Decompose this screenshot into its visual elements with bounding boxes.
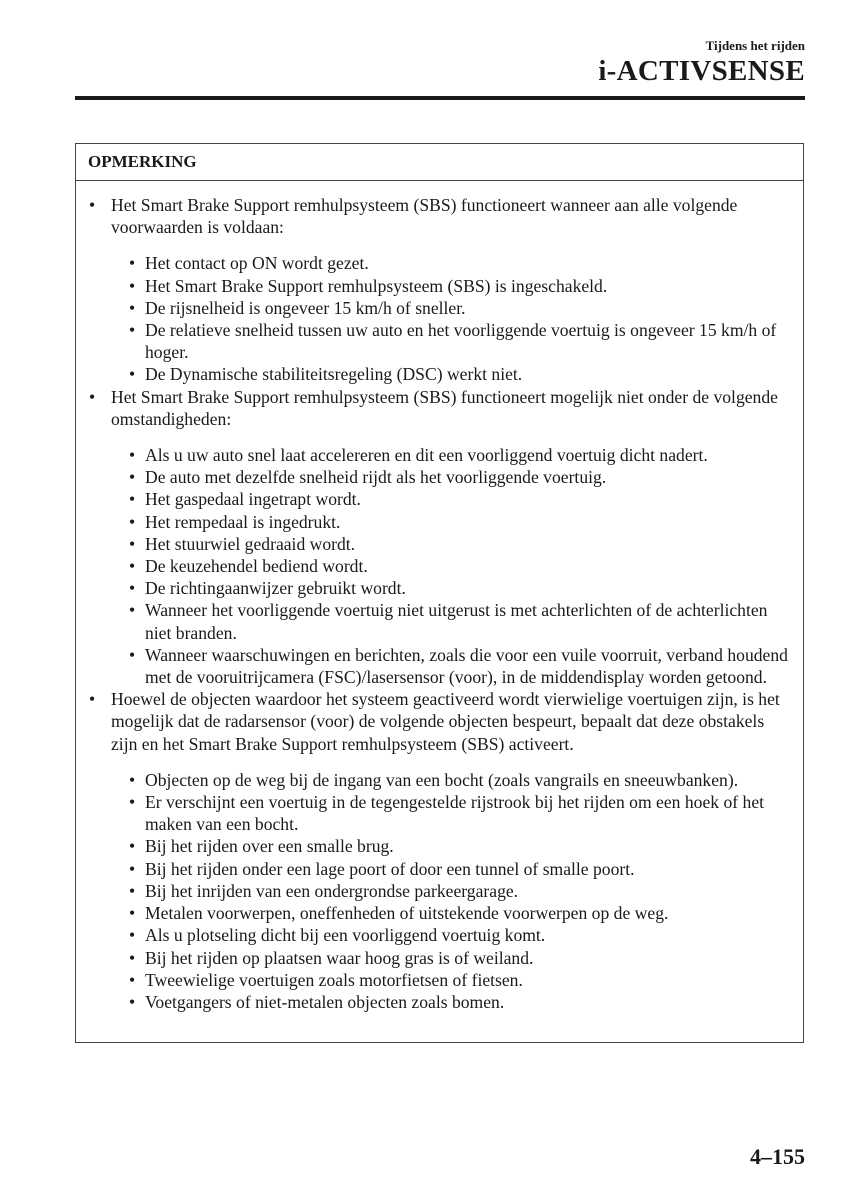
note-subitem	[128, 488, 791, 510]
bullet-icon: •	[129, 925, 136, 946]
bullet-icon: •	[89, 195, 96, 215]
bullet-icon: •	[129, 836, 136, 857]
note-subitem	[128, 533, 791, 555]
bullet-icon: •	[129, 858, 136, 879]
bullet-icon: •	[129, 445, 136, 466]
bullet-icon: •	[129, 578, 136, 599]
note-subitem	[128, 252, 791, 274]
note-subitem-text: Als u plotseling dicht bij een voorliggend voertuig komt.	[145, 925, 546, 946]
note-subitem-text: Metalen voorwerpen, oneffenheden of uitstekende voorwerpen op de weg.	[145, 903, 669, 924]
note-subitem	[128, 444, 791, 466]
note-subitem	[128, 791, 791, 835]
bullet-icon: •	[129, 253, 136, 274]
note-item	[88, 688, 791, 1013]
bullet-icon: •	[129, 903, 136, 924]
section-title: Tijdens het rijden	[705, 38, 805, 53]
note-subitem	[128, 297, 791, 319]
note-sublist	[128, 769, 791, 1013]
bullet-icon: •	[129, 533, 136, 554]
note-subitem-text: Het gaspedaal ingetrapt wordt.	[145, 489, 361, 510]
note-subitem-text: Het Smart Brake Support remhulpsysteem (SBS) is ingeschakeld.	[145, 275, 608, 296]
bullet-icon: •	[129, 511, 136, 532]
note-subitem-text: Er verschijnt een voertuig in de tegengestelde rijstrook bij het rijden om een hoek of het maken van een bocht.	[145, 792, 765, 835]
note-subitem	[128, 577, 791, 599]
bullet-icon: •	[129, 275, 136, 296]
bullet-icon: •	[129, 364, 136, 385]
page-number: 4–155	[750, 1144, 805, 1169]
note-subitem-text: De Dynamische stabiliteitsregeling (DSC) werkt niet.	[145, 364, 523, 385]
note-subitem	[128, 466, 791, 488]
bullet-icon: •	[129, 600, 136, 621]
bullet-icon: •	[129, 880, 136, 901]
note-subitem-text: Objecten op de weg bij de ingang van een bocht (zoals vangrails en sneeuwbanken).	[145, 769, 739, 790]
bullet-icon: •	[129, 991, 136, 1012]
note-subitem	[128, 947, 791, 969]
note-list	[88, 194, 791, 1013]
bullet-icon: •	[129, 792, 136, 813]
bullet-icon: •	[129, 489, 136, 510]
note-subitem-text: De rijsnelheid is ongeveer 15 km/h of sneller.	[145, 297, 466, 318]
bullet-icon: •	[129, 644, 136, 665]
bullet-icon: •	[129, 769, 136, 790]
note-subitem	[128, 969, 791, 991]
note-subitem-text: De auto met dezelfde snelheid rijdt als het voorliggende voertuig.	[145, 467, 607, 488]
note-item	[88, 194, 791, 386]
note-subitem	[128, 924, 791, 946]
note-subitem-text: Het rempedaal is ingedrukt.	[145, 511, 341, 532]
note-box	[75, 143, 804, 1043]
note-body	[76, 181, 803, 1013]
note-subitem-text: Tweewielige voertuigen zoals motorfietsen of fietsen.	[145, 969, 523, 990]
note-subitem	[128, 858, 791, 880]
note-sublist	[128, 444, 791, 688]
note-subitem	[128, 769, 791, 791]
bullet-icon: •	[129, 969, 136, 990]
note-sublist	[128, 252, 791, 385]
note-item-text: Het Smart Brake Support remhulpsysteem (SBS) functioneert wanneer aan alle volgende voorwaarden is voldaan:	[111, 195, 738, 238]
note-subitem-text: De richtingaanwijzer gebruikt wordt.	[145, 578, 406, 599]
chapter-title: i-ACTIVSENSE	[598, 55, 805, 87]
bullet-icon: •	[129, 467, 136, 488]
note-subitem	[128, 835, 791, 857]
bullet-icon: •	[129, 320, 136, 341]
bullet-icon: •	[89, 689, 96, 710]
note-subitem-text: Als u uw auto snel laat accelereren en dit een voorliggend voertuig dicht nadert.	[145, 445, 708, 466]
note-subitem	[128, 511, 791, 533]
note-subitem	[128, 319, 791, 363]
header-divider	[75, 96, 805, 100]
note-subitem	[128, 644, 791, 688]
note-subitem-text: Bij het rijden onder een lage poort of door een tunnel of smalle poort.	[145, 858, 635, 879]
note-subitem	[128, 275, 791, 297]
note-subitem-text: Wanneer het voorliggende voertuig niet uitgerust is met achterlichten of de achterlichten niet branden.	[145, 600, 768, 643]
note-subitem-text: Wanneer waarschuwingen en berichten, zoals die voor een vuile voorruit, verband houdend met de vooruitrijcamera (FSC)/lasersensor (voor), in de middendisplay worden getoond.	[145, 644, 788, 688]
note-subitem-text: Bij het rijden op plaatsen waar hoog gras is of weiland.	[145, 947, 534, 968]
note-subitem	[128, 363, 791, 385]
note-subitem	[128, 902, 791, 924]
note-item	[88, 386, 791, 689]
note-subitem-text: Het stuurwiel gedraaid wordt.	[145, 533, 356, 554]
note-subitem-text: Het contact op ON wordt gezet.	[145, 253, 369, 274]
note-subitem-text: Bij het inrijden van een ondergrondse parkeergarage.	[145, 880, 519, 901]
bullet-icon: •	[129, 556, 136, 577]
note-subitem	[128, 880, 791, 902]
bullet-icon: •	[129, 297, 136, 318]
note-item-text: Hoewel de objecten waardoor het systeem geactiveerd wordt vierwielige voertuigen zijn, is het mogelijk dat de radarsensor (voor) de volgende objecten bespeurt, bepaalt dat deze obstakels zijn en het Smart Brake Support remhulpsysteem (SBS) activeert.	[111, 689, 780, 754]
bullet-icon: •	[89, 386, 96, 407]
note-subitem-text: De relatieve snelheid tussen uw auto en het voorliggende voertuig is ongeveer 15 km/h of hoger.	[145, 320, 777, 363]
note-heading: OPMERKING	[76, 144, 803, 181]
note-subitem	[128, 599, 791, 643]
note-subitem	[128, 555, 791, 577]
bullet-icon: •	[129, 947, 136, 968]
note-subitem-text: Bij het rijden over een smalle brug.	[145, 836, 394, 857]
note-item-text: Het Smart Brake Support remhulpsysteem (SBS) functioneert mogelijk niet onder de volgende omstandigheden:	[111, 386, 778, 429]
note-subitem-text: De keuzehendel bediend wordt.	[145, 556, 368, 577]
note-subitem-text: Voetgangers of niet-metalen objecten zoals bomen.	[145, 991, 505, 1012]
note-subitem	[128, 991, 791, 1013]
